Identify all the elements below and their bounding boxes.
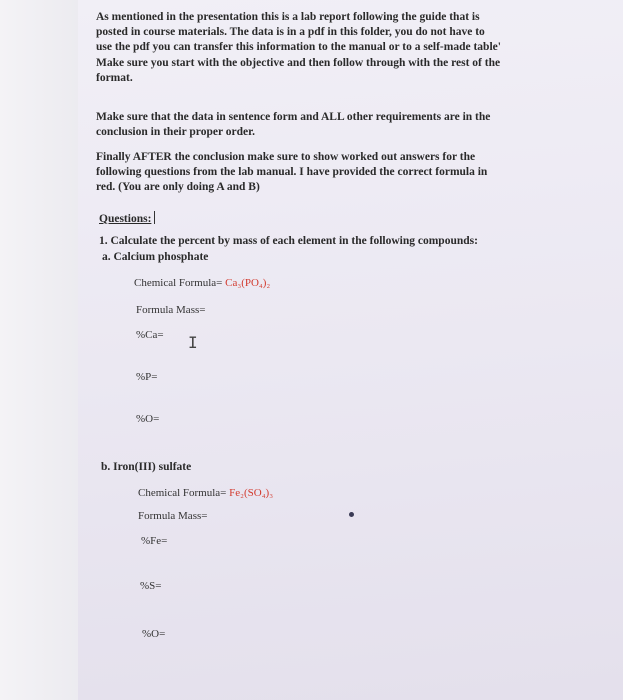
formula-mass-a: Formula Mass= bbox=[136, 304, 206, 316]
formula-row-b bbox=[138, 487, 273, 499]
paragraph-intro bbox=[96, 10, 501, 86]
formula-row-a bbox=[134, 277, 270, 289]
text-line: format. bbox=[96, 71, 133, 84]
paragraph-finally bbox=[96, 150, 487, 196]
text-line: following questions from the lab manual. I have provided the correct formula in bbox=[96, 166, 488, 179]
text-caret bbox=[154, 211, 155, 224]
formula-label: Chemical Formula= bbox=[138, 487, 227, 499]
text-line: posted in course materials. The data is in a pdf in this folder, you do not have to bbox=[96, 26, 485, 39]
percent-o-a: %O= bbox=[136, 413, 160, 425]
text-line: Finally AFTER the conclusion make sure to show worked out answers for the bbox=[96, 151, 476, 163]
percent-s: %S= bbox=[140, 580, 162, 592]
formula-value: Fe₂(SO₄)₃ bbox=[229, 487, 274, 499]
percent-o-b: %O= bbox=[142, 628, 166, 640]
text-line: Make sure you start with the objective and then follow through with the rest of the bbox=[96, 56, 501, 69]
percent-fe: %Fe= bbox=[141, 535, 168, 547]
paragraph-conclusion bbox=[96, 110, 490, 140]
text-line: red. (You are only doing A and B) bbox=[96, 181, 260, 194]
text-line: Make sure that the data in sentence form and ALL other requirements are in the bbox=[96, 111, 491, 123]
percent-ca: %Ca= bbox=[136, 329, 164, 341]
questions-heading[interactable] bbox=[99, 211, 155, 227]
mouse-pointer-dot bbox=[349, 512, 354, 517]
text-line: use the pdf you can transfer this information to the manual or to a self-made table' bbox=[96, 41, 501, 54]
text-line: As mentioned in the presentation this is a lab report following the guide that is bbox=[96, 11, 480, 23]
left-margin-strip bbox=[0, 0, 78, 700]
formula-label: Chemical Formula= bbox=[134, 277, 223, 289]
text-line: conclusion in their proper order. bbox=[96, 126, 255, 139]
formula-mass-b: Formula Mass= bbox=[138, 510, 208, 522]
question-1b-label: b. Iron(III) sulfate bbox=[101, 461, 192, 473]
percent-p: %P= bbox=[136, 371, 158, 383]
text-cursor-ibeam-icon: I bbox=[188, 333, 198, 352]
questions-heading-label: Questions: bbox=[99, 213, 152, 225]
question-1: 1. Calculate the percent by mass of each element in the following compounds: bbox=[99, 235, 478, 247]
document-page bbox=[78, 0, 623, 700]
question-1a-label: a. Calcium phosphate bbox=[102, 251, 209, 263]
formula-value: Ca₃(PO₄)₂ bbox=[225, 277, 271, 289]
